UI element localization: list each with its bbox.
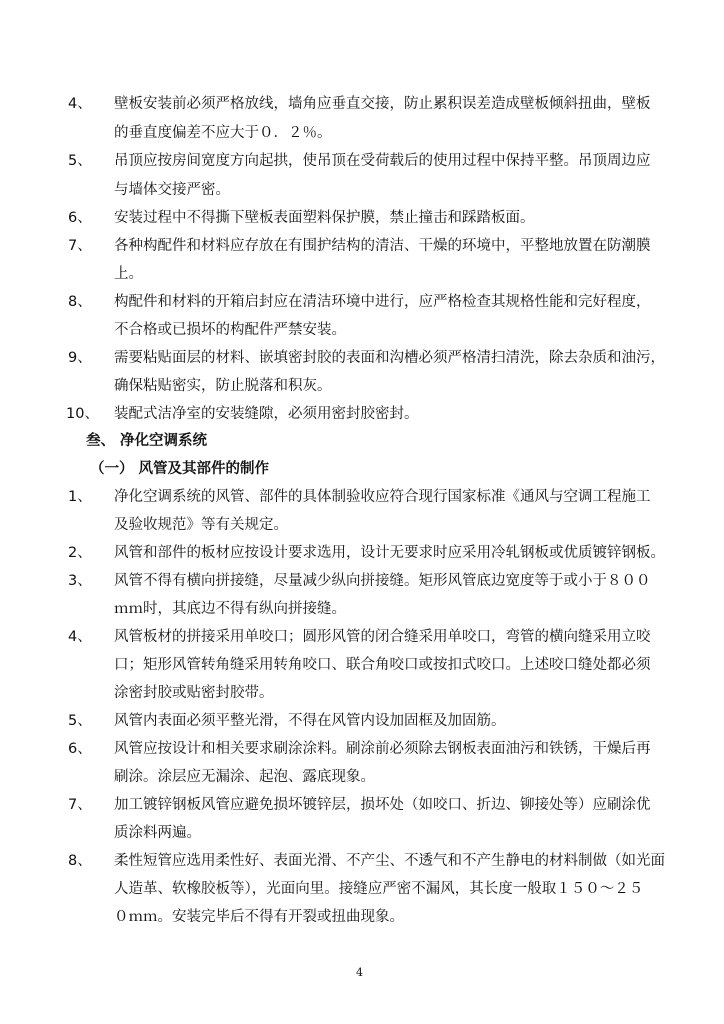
item-text-line: 人造革、软橡胶板等），光面向里。接缝应严密不漏风，其长度一般取１５０～２５ — [114, 881, 644, 897]
item-text-line: 与墙体交接严密。 — [114, 182, 230, 198]
item-number: 7、 — [68, 797, 92, 813]
item-text-line: 风管板材的拼接采用单咬口；圆形风管的闭合缝采用单咬口，弯管的横向缝采用立咬 — [114, 629, 651, 645]
item-text-line: 口；矩形风管转角缝采用转角咬口、联合角咬口或按扣式咬口。上述咬口缝处都必须 — [114, 657, 651, 673]
item-text-line: 需要粘贴面层的材料、嵌填密封胶的表面和沟槽必须严格清扫清洗，除去杂质和油污， — [114, 350, 665, 366]
item-text-line: 吊顶应按房间宽度方向起拱，使吊顶在受荷载后的使用过程中保持平整。吊顶周边应 — [114, 153, 651, 169]
item-text-line: 不合格或已损坏的构配件严禁安装。 — [114, 322, 346, 338]
item-text-line: 壁板安装前必须严格放线，墙角应垂直交接，防止累积误差造成壁板倾斜扭曲，壁板 — [114, 96, 651, 112]
item-text-line: 净化空调系统的风管、部件的具体制验收应符合现行国家标准《通风与空调工程施工 — [114, 489, 651, 505]
item-text-line: 装配式洁净室的安装缝隙，必须用密封胶密封。 — [114, 406, 419, 422]
item-text-line: 柔性短管应选用柔性好、表面光滑、不产尘、不透气和不产生静电的材料制做（如光面 — [114, 853, 665, 869]
item-text-line: 构配件和材料的开箱启封应在清洁环境中进行，应严格检查其规格性能和完好程度， — [114, 294, 651, 310]
item-number: 6、 — [68, 741, 92, 757]
item-text-line: 风管和部件的板材应按设计要求选用，设计无要求时应采用冷轧钢板或优质镀锌钢板。 — [114, 545, 665, 561]
item-text-line: 加工镀锌钢板风管应避免损坏镀锌层，损坏处（如咬口、折边、铆接处等）应刷涂优 — [114, 797, 651, 813]
item-number: 4、 — [68, 96, 92, 112]
item-text-line: 确保粘贴密实，防止脱落和积灰。 — [114, 378, 332, 394]
item-text-line: 风管应按设计和相关要求刷涂涂料。刷涂前必须除去钢板表面油污和铁锈，干燥后再 — [114, 741, 651, 757]
item-text-line: 质涂料两遍。 — [114, 825, 201, 841]
subsection-title: （一） 风管及其部件的制作 — [90, 461, 270, 477]
item-text-line: 各种构配件和材料应存放在有围护结构的清洁、干燥的环境中，平整地放置在防潮膜 — [114, 238, 651, 254]
item-text-line: 涂密封胶或贴密封胶带。 — [114, 685, 274, 701]
item-number: 6、 — [68, 210, 92, 226]
item-number: 4、 — [68, 629, 92, 645]
item-number: 1、 — [68, 489, 92, 505]
item-text-line: 的垂直度偏差不应大于０．２％。 — [114, 125, 332, 141]
item-text-line: ｍｍ时，其底边不得有纵向拼接缝。 — [114, 601, 346, 617]
item-text-line: 及验收规范》等有关规定。 — [114, 517, 288, 533]
item-number: 2、 — [68, 545, 92, 561]
item-number: 8、 — [68, 294, 92, 310]
item-number: 8、 — [68, 853, 92, 869]
item-number: 7、 — [68, 238, 92, 254]
item-text-line: 安装过程中不得撕下壁板表面塑料保护膜，禁止撞击和踩踏板面。 — [114, 210, 535, 226]
item-number: 9、 — [68, 350, 92, 366]
item-text-line: 上。 — [114, 266, 143, 282]
page-number: 4 — [356, 966, 363, 979]
item-number: 5、 — [68, 153, 92, 169]
item-number: 3、 — [68, 573, 92, 589]
item-text-line: 刷涂。涂层应无漏涂、起泡、露底现象。 — [114, 769, 375, 785]
item-text-line: 风管不得有横向拼接缝，尽量减少纵向拼接缝。矩形风管底边宽度等于或小于８００ — [114, 573, 651, 589]
item-number: 5、 — [68, 713, 92, 729]
item-number: 10、 — [66, 406, 99, 422]
item-text-line: ０ｍｍ。安装完毕后不得有开裂或扭曲现象。 — [114, 909, 404, 925]
item-text-line: 风管内表面必须平整光滑，不得在风管内设加固框及加固筋。 — [114, 713, 506, 729]
section-title: 叁、 净化空调系统 — [86, 433, 208, 449]
